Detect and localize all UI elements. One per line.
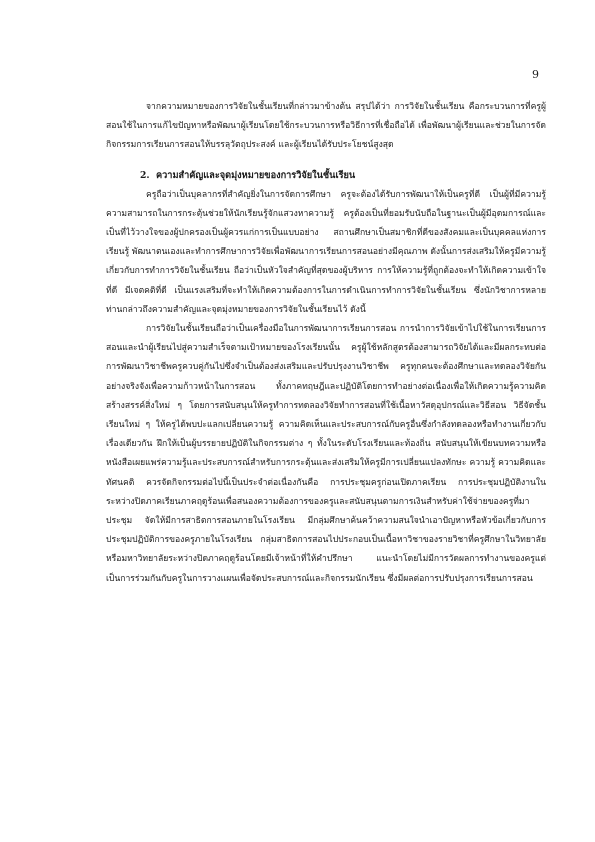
body-paragraph-1: ครูถือว่าเป็นบุคลากรที่สำคัญยิ่งในการจัดการศึกษา ครูจะต้องได้รับการพัฒนาให้เป็นครูที่ดี เป็นผู้ที่มีความรู้ความสามารถในการกระตุ้นช่วยให้นักเรียนรู้จักแสวงหาความรู้ ครูต้องเป็นที่ยอมรับนับถือในฐานะเป็นผู้มีอุดมการณ์และเป็นที่ไว้วางใจของผู้ปกครองเป็นผู้ควรแก่การเป็นแบบอย่าง สถานศึกษาเป็นสมาชิกที่ดีของสังคมและเป็นบุคคลแห่งการเรียนรู้ พัฒนาตนเองและทำการศึกษาการวิจัยเพื่อพัฒนาการเรียนการสอนอย่างมีคุณภาพ ดังนั้นการส่งเสริมให้ครูมีความรู้เกี่ยวกับการทำการวิจัยในชั้นเรียน ถือว่าเป็นหัวใจสำคัญที่สุดของผู้บริหาร การให้ความรู้ที่ถูกต้องจะทำให้เกิดความเข้าใจที่ดี มีเจตคติที่ดี เป็นแรงเสริมที่จะทำให้เกิดความต้องการในการดำเนินการทำการวิจัยในชั้นเรียน ซึ่งนักวิชาการหลายท่านกล่าวถึงความสำคัญและจุดมุ่งหมายของการวิจัยในชั้นเรียนไว้ ดังนี้ [106, 189, 546, 315]
page-number: 9 [532, 68, 539, 81]
section-number: 2. [140, 169, 150, 181]
body-paragraph-2: การวิจัยในชั้นเรียนถือว่าเป็นเครื่องมือในการพัฒนาการเรียนการสอน การนำการวิจัยเข้าไปใช้ในการเรียนการสอนและนำผู้เรียนไปสู่ความสำเร็จตามเป้าหมายของโรงเรียนนั้น ครูผู้ใช้หลักสูตรต้องสามารถวิจัยได้และมีผลกระทบต่อการพัฒนาวิชาชีพครูควบคู่กันไปซึ่งจำเป็นต้องส่งเสริมและปรับปรุงงานวิชาชีพ ครูทุกคนจะต้องศึกษาและทดลองวิจัยกันอย่างจริงจังเพื่อความก้าวหน้าในการสอน ทั้งภาคทฤษฎีและปฏิบัติโดยการทำอย่างต่อเนื่องเพื่อให้เกิดความรู้ความคิดสร้างสรรค์สิ่งใหม่ ๆ โดยการสนับสนุนให้ครูทำการทดลองวิจัยทำการสอนที่ใช้เนื้อหาวัสดุอุปกรณ์และวิธีสอน วิธีจัดชั้นเรียนใหม่ ๆ ให้ครูได้พบปะแลกเปลี่ยนความรู้ ความคิดเห็นและประสบการณ์กับครูอื่นซึ่งกำลังทดลองหรือทำงานเกี่ยวกับเรื่องเดียวกัน ฝึกให้เป็นผู้บรรยายปฏิบัติในกิจกรรมต่าง ๆ ทั้งในระดับโรงเรียนและท้องถิ่น สนับสนุนให้เขียนบทความหรือหนังสือเผยแพร่ความรู้และประสบการณ์สำหรับการกระตุ้นและส่งเสริมให้ครูมีการเปลี่ยนแปลงทักษะ ความรู้ ความคิดและทัศนคติ ควรจัดกิจกรรมต่อไปนี้เป็นประจำต่อเนื่องกันคือ การประชุมครูก่อนเปิดภาคเรียน การประชุมปฏิบัติงานในระหว่างปิดภาคเรียนภาคฤดูร้อนเพื่อสนองความต้องการของครูและสนับสนุนตามการเงินสำหรับค่าใช้จ่ายของครูที่มาประชุม จัดให้มีการสาธิตการสอนภายในโรงเรียน มีกลุ่มศึกษาค้นคว้าความสนใจนำเอาปัญหาหรือหัวข้อเกี่ยวกับการประชุมปฏิบัติการของครูภายในโรงเรียน กลุ่มสาธิตการสอนไปประกอบเป็นเนื้อหาวิชาของรายวิชาที่ครูศึกษาในวิทยาลัยหรือมหาวิทยาลัยระหว่างปิดภาคฤดูร้อนโดยมีเจ้าหน้าที่ให้คำปรึกษา แนะนำโดยไม่มีการวัดผลการทำงานของครูแต่เป็นการร่วมกันกับครูในการวางแผนเพื่อจัดประสบการณ์และกิจกรรมนักเรียน ซึ่งมีผลต่อการปรับปรุงการเรียนการสอน [106, 324, 546, 584]
section-title: ความสำคัญและจุดมุ่งหมายของการวิจัยในชั้นเรียน [156, 169, 356, 181]
document-body [106, 98, 546, 589]
section-heading [140, 166, 546, 186]
intro-paragraph: จากความหมายของการวิจัยในชั้นเรียนที่กล่าวมาข้างต้น สรุปได้ว่า การวิจัยในชั้นเรียน คือกระบวนการที่ครูผู้สอนใช้ในการแก้ไขปัญหาหรือพัฒนาผู้เรียนโดยใช้กระบวนการหรือวิธีการที่เชื่อถือได้ เพื่อพัฒนาผู้เรียนและช่วยในการจัดกิจกรรมการเรียนการสอนให้บรรลุวัตถุประสงค์ และผู้เรียนได้รับประโยชน์สูงสุด [106, 102, 546, 151]
